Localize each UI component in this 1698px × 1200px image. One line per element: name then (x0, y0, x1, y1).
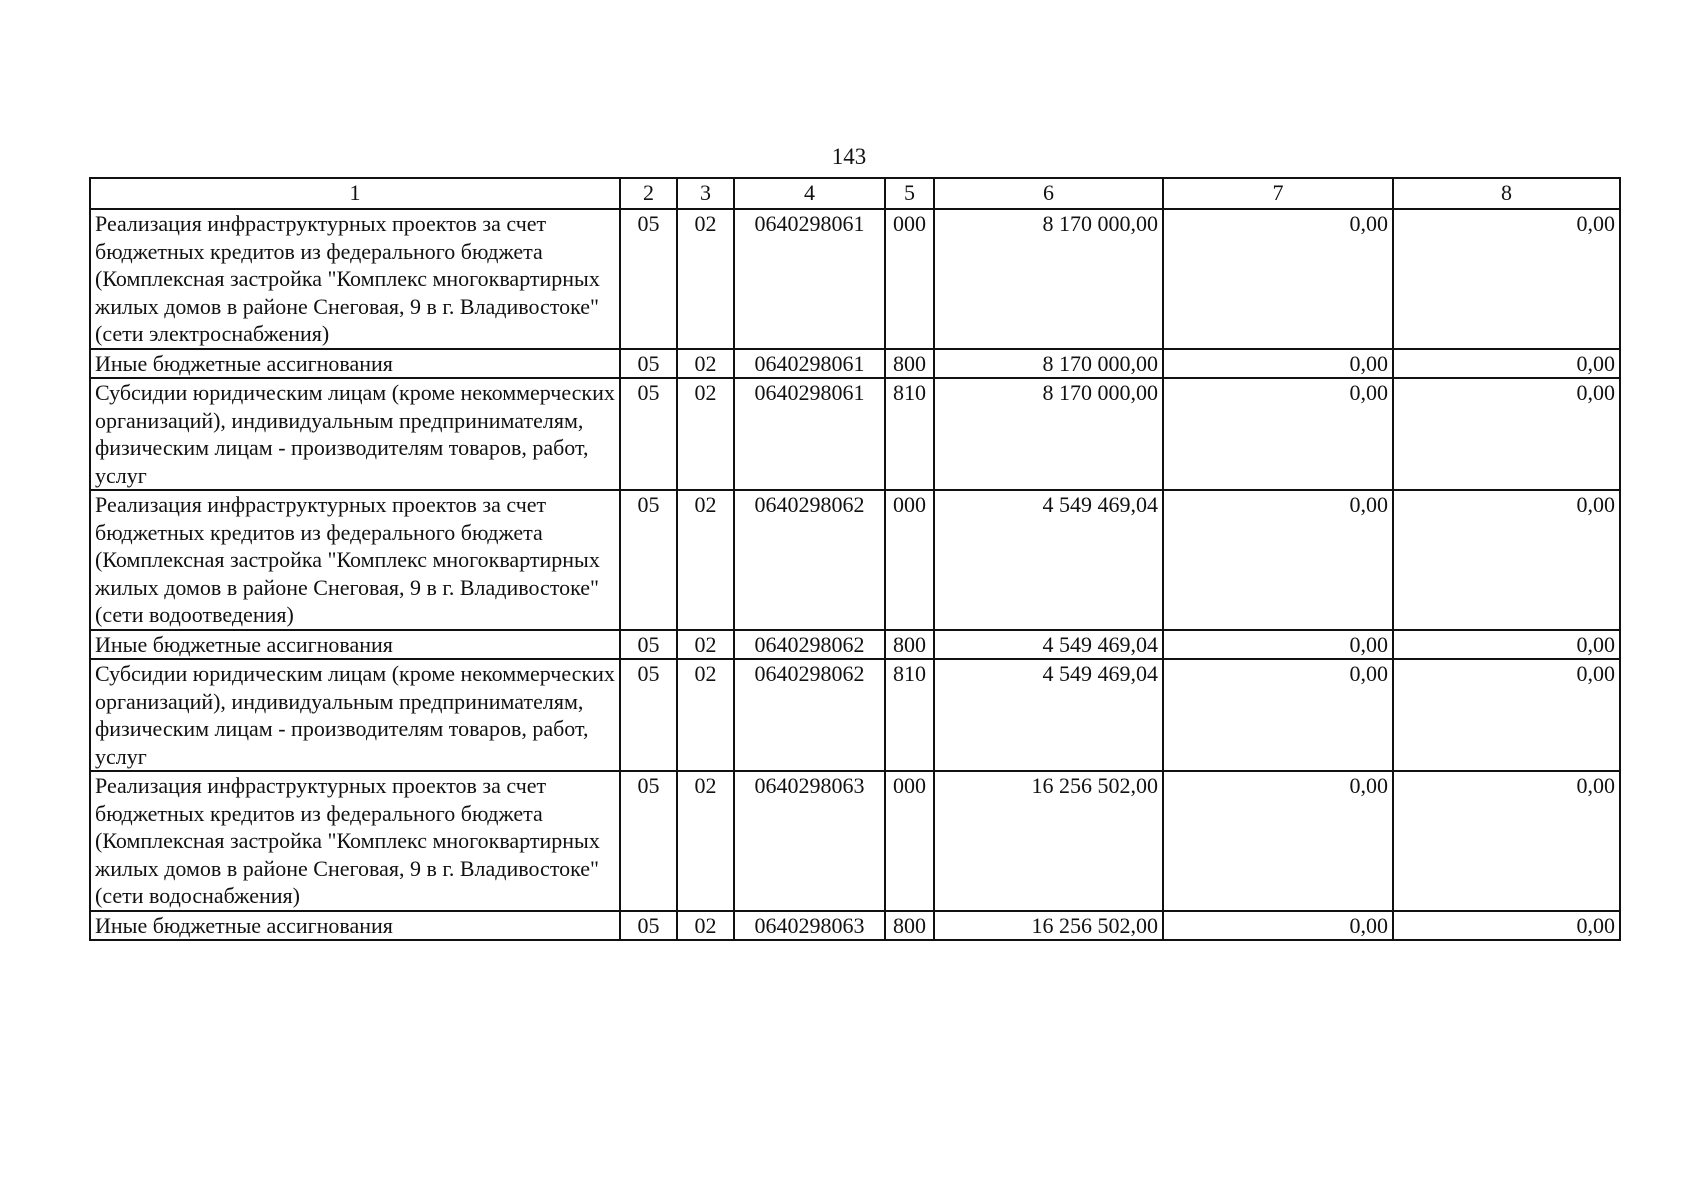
column-header: 4 (734, 178, 885, 209)
column-header: 1 (90, 178, 620, 209)
target-code: 0640298061 (734, 378, 885, 490)
type-code: 810 (885, 659, 934, 771)
section-code: 05 (620, 490, 677, 630)
type-code: 800 (885, 630, 934, 660)
section-code: 05 (620, 771, 677, 911)
table-row (90, 630, 1620, 660)
target-code: 0640298061 (734, 349, 885, 379)
amount-col-7: 0,00 (1163, 659, 1393, 771)
section-code: 05 (620, 378, 677, 490)
amount-col-6: 4 549 469,04 (934, 630, 1163, 660)
subsection-code: 02 (677, 659, 734, 771)
row-name: Субсидии юридическим лицам (кроме некоммерческих организаций), индивидуальным предпринимателям, физическим лицам - производителям товаров, работ, услуг (90, 378, 620, 490)
amount-col-8: 0,00 (1393, 771, 1620, 911)
type-code: 000 (885, 490, 934, 630)
amount-col-7: 0,00 (1163, 209, 1393, 349)
page-number: 143 (831, 144, 867, 169)
type-code: 000 (885, 771, 934, 911)
column-header: 8 (1393, 178, 1620, 209)
target-code: 0640298061 (734, 209, 885, 349)
subsection-code: 02 (677, 349, 734, 379)
amount-col-7: 0,00 (1163, 349, 1393, 379)
row-name: Реализация инфраструктурных проектов за счет бюджетных кредитов из федерального бюджета (Комплексная застройка "Комплекс многоквартирных жилых домов в районе Снеговая, 9 в г. Владивостоке" (сети водоснабжения) (90, 771, 620, 911)
section-code: 05 (620, 659, 677, 771)
amount-col-8: 0,00 (1393, 378, 1620, 490)
amount-col-8: 0,00 (1393, 911, 1620, 941)
type-code: 800 (885, 349, 934, 379)
subsection-code: 02 (677, 630, 734, 660)
row-name: Реализация инфраструктурных проектов за счет бюджетных кредитов из федерального бюджета (Комплексная застройка "Комплекс многоквартирных жилых домов в районе Снеговая, 9 в г. Владивостоке" (сети водоотведения) (90, 490, 620, 630)
target-code: 0640298063 (734, 911, 885, 941)
subsection-code: 02 (677, 911, 734, 941)
table-row (90, 911, 1620, 941)
header-row (90, 178, 1620, 209)
amount-col-6: 4 549 469,04 (934, 659, 1163, 771)
amount-col-7: 0,00 (1163, 771, 1393, 911)
section-code: 05 (620, 630, 677, 660)
type-code: 000 (885, 209, 934, 349)
amount-col-6: 4 549 469,04 (934, 490, 1163, 630)
row-name: Иные бюджетные ассигнования (90, 911, 620, 941)
amount-col-8: 0,00 (1393, 659, 1620, 771)
target-code: 0640298063 (734, 771, 885, 911)
row-name: Иные бюджетные ассигнования (90, 349, 620, 379)
subsection-code: 02 (677, 209, 734, 349)
row-name: Реализация инфраструктурных проектов за счет бюджетных кредитов из федерального бюджета (Комплексная застройка "Комплекс многоквартирных жилых домов в районе Снеговая, 9 в г. Владивостоке" (сети электроснабжения) (90, 209, 620, 349)
subsection-code: 02 (677, 771, 734, 911)
column-header: 5 (885, 178, 934, 209)
amount-col-8: 0,00 (1393, 490, 1620, 630)
type-code: 800 (885, 911, 934, 941)
target-code: 0640298062 (734, 659, 885, 771)
amount-col-7: 0,00 (1163, 378, 1393, 490)
amount-col-8: 0,00 (1393, 630, 1620, 660)
table-row (90, 209, 1620, 349)
amount-col-6: 8 170 000,00 (934, 378, 1163, 490)
amount-col-6: 8 170 000,00 (934, 209, 1163, 349)
subsection-code: 02 (677, 490, 734, 630)
amount-col-6: 16 256 502,00 (934, 911, 1163, 941)
column-header: 6 (934, 178, 1163, 209)
amount-col-7: 0,00 (1163, 911, 1393, 941)
target-code: 0640298062 (734, 490, 885, 630)
budget-table (89, 177, 1621, 941)
section-code: 05 (620, 911, 677, 941)
amount-col-8: 0,00 (1393, 209, 1620, 349)
section-code: 05 (620, 209, 677, 349)
type-code: 810 (885, 378, 934, 490)
target-code: 0640298062 (734, 630, 885, 660)
amount-col-8: 0,00 (1393, 349, 1620, 379)
table-row (90, 771, 1620, 911)
column-header: 7 (1163, 178, 1393, 209)
column-header: 2 (620, 178, 677, 209)
section-code: 05 (620, 349, 677, 379)
column-header: 3 (677, 178, 734, 209)
table-row (90, 490, 1620, 630)
table-row (90, 659, 1620, 771)
row-name: Иные бюджетные ассигнования (90, 630, 620, 660)
amount-col-6: 8 170 000,00 (934, 349, 1163, 379)
subsection-code: 02 (677, 378, 734, 490)
row-name: Субсидии юридическим лицам (кроме некоммерческих организаций), индивидуальным предпринимателям, физическим лицам - производителям товаров, работ, услуг (90, 659, 620, 771)
table-row (90, 349, 1620, 379)
amount-col-7: 0,00 (1163, 490, 1393, 630)
table-row (90, 378, 1620, 490)
amount-col-6: 16 256 502,00 (934, 771, 1163, 911)
amount-col-7: 0,00 (1163, 630, 1393, 660)
